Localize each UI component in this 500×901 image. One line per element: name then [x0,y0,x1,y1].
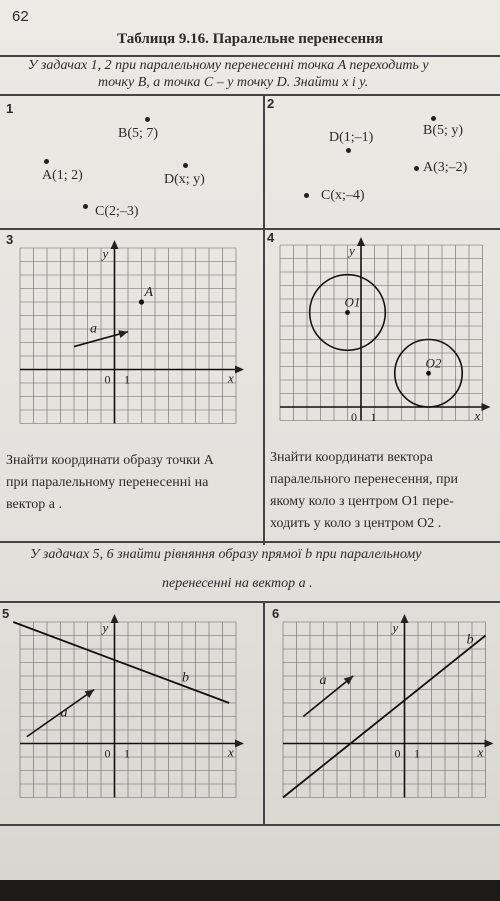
y-axis-label: y [349,243,355,258]
background-edge [0,880,500,901]
cell-4-number: 4 [267,230,275,245]
cell-4-desc-line: Знайти координати вектора [270,450,433,465]
point-a-label: A [144,285,154,300]
origin-label: 0 [351,410,357,424]
cell-1-number: 1 [6,101,14,116]
cell-3-coordinate-grid [20,248,240,433]
x-axis-label: x [474,408,481,423]
x-axis-label: x [477,744,484,760]
cell-4-desc-line: ходить у коло з центром O2 . [270,516,442,531]
intro-line-2: точку B, а точка C – у точку D. Знайти x і y. [98,75,369,90]
unit-label: 1 [414,746,420,761]
x-axis-arrow [235,366,244,374]
x-axis-arrow [485,740,494,748]
cell-4-desc-line: паралельного перенесення, при [270,472,458,487]
y-axis-label: y [392,620,399,635]
column-divider-top [263,95,265,545]
point-b-dot [145,117,150,122]
point-d2-dot [346,148,351,153]
cell-3-desc-line: Знайти координати образу точки A [6,453,214,468]
vector-a-label: a [60,705,68,721]
table-title: Таблиця 9.16. Паралельне перенесення [117,31,383,47]
y-axis-arrow [401,614,409,623]
point-a2-label: A(3;–2) [423,160,468,175]
y-axis-arrow [357,237,365,246]
cell-5-number: 5 [2,606,10,621]
x-axis-arrow [482,403,491,411]
point-d-dot [183,163,188,168]
x-axis-label: x [228,744,234,760]
cell-4-description [270,447,458,535]
point-c-dot [83,204,88,209]
page-number: 62 [12,8,29,25]
cell-3-number: 3 [6,232,14,247]
cell-6-coordinate-grid [283,622,498,810]
row-divider-4 [0,601,500,603]
intro-5-6-line-2: перенесенні на вектор a . [162,576,313,591]
intro-5-6-line-1: У задачах 5, 6 знайти рівняння образу прямої b при паралельному [30,547,422,562]
point-a-marker [139,299,144,304]
y-axis-arrow [111,614,119,623]
row-divider-2 [0,228,500,230]
cell-3-desc-line: при паралельному перенесенні на [6,475,209,490]
row-divider-1 [0,94,500,96]
point-b2-label: B(5; y) [423,123,464,138]
origin-label: 0 [104,746,111,761]
cell-2-number: 2 [267,96,275,111]
unit-label: 1 [124,746,130,761]
vector-a-label: a [90,321,97,337]
point-d-label: D(x; y) [164,172,205,187]
table-top-border [0,55,500,57]
origin-label: 0 [104,372,111,387]
unit-label: 1 [370,410,377,424]
point-a-dot [44,159,49,164]
line-b-label: b [466,632,474,648]
vector-a-arrow [85,690,95,698]
point-b-label: B(5; 7) [118,126,159,141]
y-axis-label: y [102,246,109,261]
y-axis-arrow [111,240,119,249]
cell-5-coordinate-grid [20,622,242,810]
x-axis-arrow [235,740,244,748]
intro-line-1: У задачах 1, 2 при паралельному перенесенні точка A переходить у [28,58,429,73]
line-b-label: b [182,670,189,686]
vector-a [303,676,353,717]
y-axis-label: y [102,620,109,635]
x-axis-label: x [228,370,234,386]
cell-6-number: 6 [272,606,280,621]
cell-4-coordinate-grid [280,245,498,430]
cell-3-desc-line: вектор a . [6,497,63,512]
center-o1-label: O1 [344,294,361,310]
point-a2-dot [414,166,419,171]
unit-label: 1 [124,372,130,387]
point-d2-label: D(1;–1) [329,130,374,145]
row-divider-3 [0,541,500,543]
point-a-label: A(1; 2) [42,168,83,183]
column-divider-bottom [263,602,265,824]
center-o1 [345,310,350,315]
point-c2-label: C(x;–4) [321,188,365,203]
vector-a-label: a [319,673,327,689]
center-o2-label: O2 [425,355,442,371]
center-o2 [426,371,431,376]
point-c-label: C(2;–3) [95,204,139,219]
origin-label: 0 [394,746,401,761]
cell-3-description [6,450,214,516]
table-bottom-border [0,824,500,826]
cell-4-desc-line: якому коло з центром O1 пере- [270,494,454,509]
point-b2-dot [431,116,436,121]
point-c2-dot [304,193,309,198]
